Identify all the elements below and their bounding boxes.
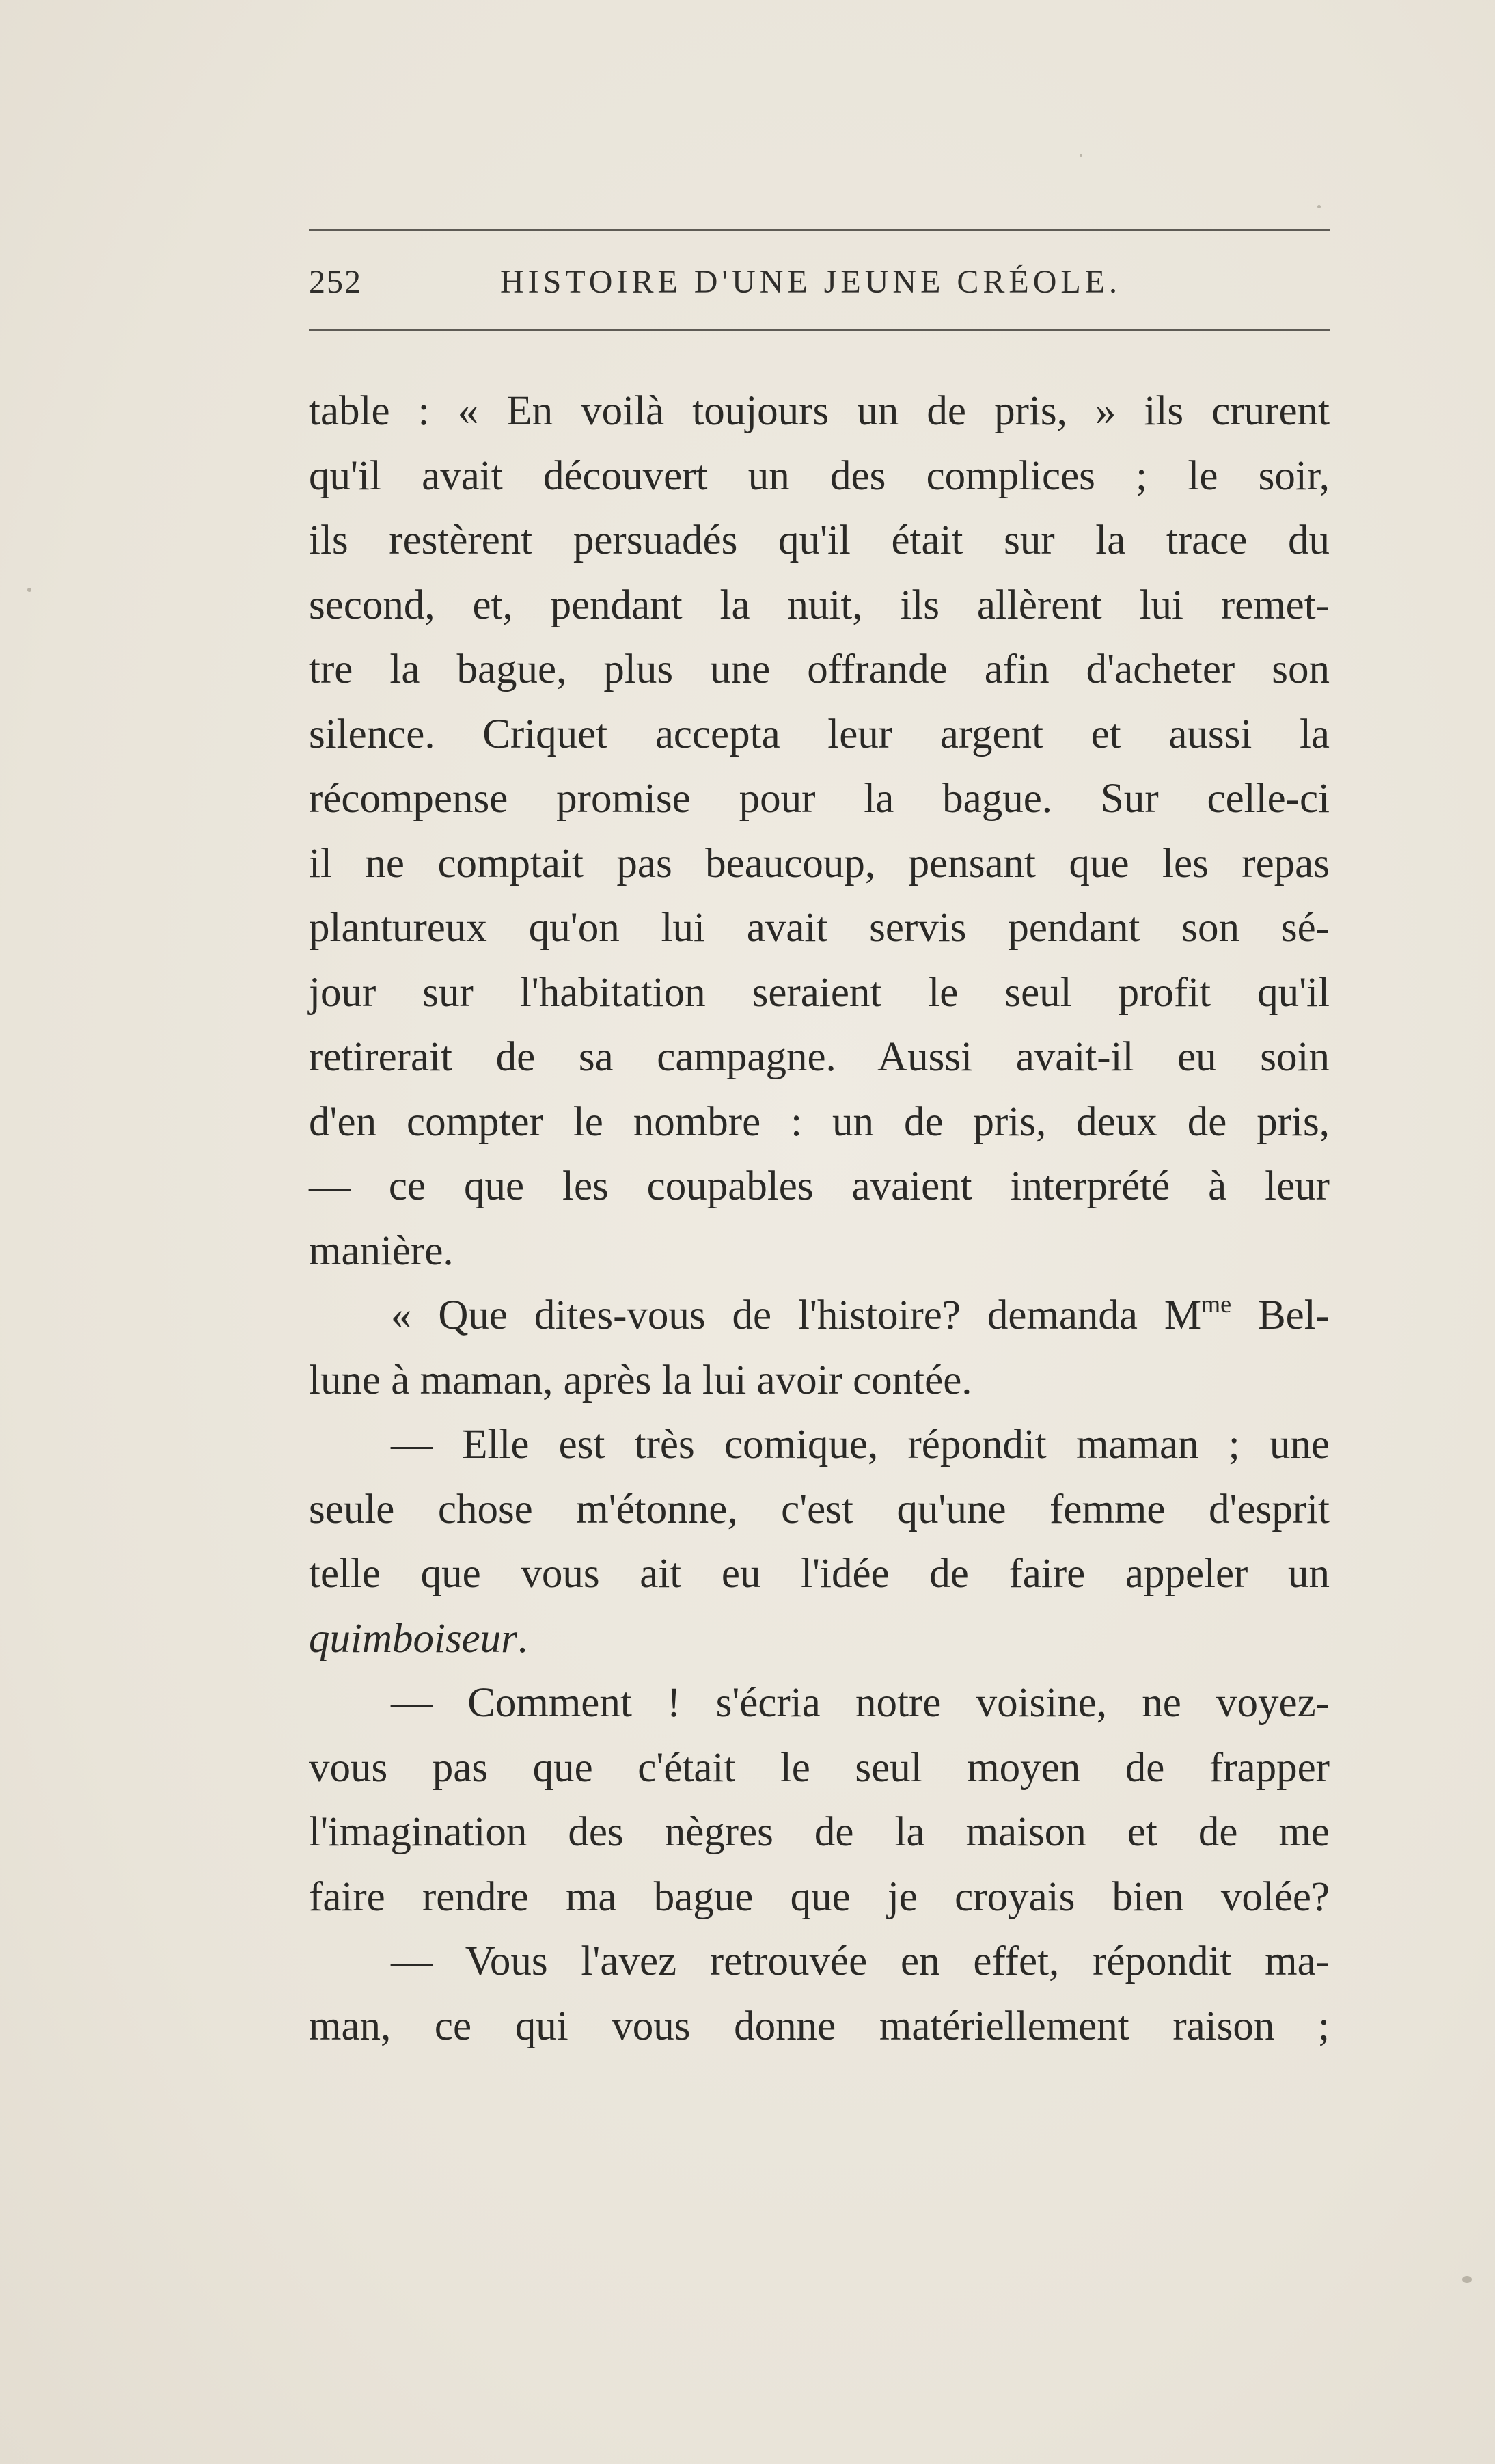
text-line: lune à maman, après la lui avoir contée.: [309, 1357, 972, 1403]
text-line: récompense promise pour la bague. Sur celle-ci: [309, 776, 1330, 822]
text-fragment: Bel-: [1231, 1292, 1330, 1338]
text-line: ils restèrent persuadés qu'il était sur la trace du: [309, 517, 1330, 563]
text-line: silence. Criquet accepta leur argent et aussi la: [309, 711, 1330, 757]
running-header: [309, 256, 1330, 311]
text-line: [309, 1607, 1330, 1672]
text-line: telle que vous ait eu l'idée de faire appeler un: [309, 1551, 1330, 1597]
text-line-paragraph-start: [309, 1284, 1330, 1349]
text-line: d'en compter le nombre : un de pris, deux de pris,: [309, 1098, 1330, 1145]
text-line: table : « En voilà toujours un de pris, » ils crurent: [309, 388, 1330, 434]
text-line: man, ce qui vous donne matériellement raison ;: [309, 2003, 1330, 2049]
text-line-paragraph-start: — Comment ! s'écria notre voisine, ne voyez-: [391, 1680, 1330, 1726]
text-line: tre la bague, plus une offrande afin d'acheter son: [309, 647, 1330, 692]
text-line: retirerait de sa campagne. Aussi avait-il eu soin: [309, 1034, 1330, 1080]
superscript-me: me: [1201, 1290, 1232, 1318]
paper-speck: [27, 588, 31, 592]
text-line: manière.: [309, 1228, 454, 1274]
running-title: HISTOIRE D'UNE JEUNE CRÉOLE.: [500, 264, 1122, 300]
text-line: — ce que les coupables avaient interprété à leur: [309, 1163, 1330, 1209]
text-fragment: « Que dites-vous de l'histoire? demanda M: [391, 1292, 1202, 1338]
body-text: [309, 379, 1330, 2059]
text-line: faire rendre ma bague que je croyais bien volée?: [309, 1873, 1330, 1920]
text-line: vous pas que c'était le seul moyen de frapper: [309, 1744, 1330, 1791]
paper-speck: [1317, 205, 1321, 208]
text-fragment: .: [517, 1615, 528, 1662]
text-line: qu'il avait découvert un des complices ; le soir,: [309, 452, 1330, 499]
paper-speck: [1080, 154, 1082, 157]
text-line: plantureux qu'on lui avait servis pendant son sé-: [309, 905, 1330, 951]
header-top-rule: [309, 229, 1330, 231]
page-number: 252: [309, 264, 362, 300]
header-bottom-rule: [309, 329, 1330, 331]
text-line: l'imagination des nègres de la maison et de me: [309, 1809, 1330, 1855]
text-line-paragraph-start: — Vous l'avez retrouvée en effet, répondit ma-: [391, 1938, 1330, 1984]
text-line-paragraph-start: — Elle est très comique, répondit maman ; une: [391, 1422, 1330, 1467]
paper-speck: [1462, 2276, 1472, 2283]
text-line: second, et, pendant la nuit, ils allèrent lui remet-: [309, 582, 1330, 628]
text-line: il ne comptait pas beaucoup, pensant que les repas: [309, 840, 1330, 886]
text-line: jour sur l'habitation seraient le seul profit qu'il: [309, 969, 1330, 1016]
italic-word: quimboiseur: [309, 1615, 517, 1662]
text-line: seule chose m'étonne, c'est qu'une femme d'esprit: [309, 1486, 1330, 1532]
